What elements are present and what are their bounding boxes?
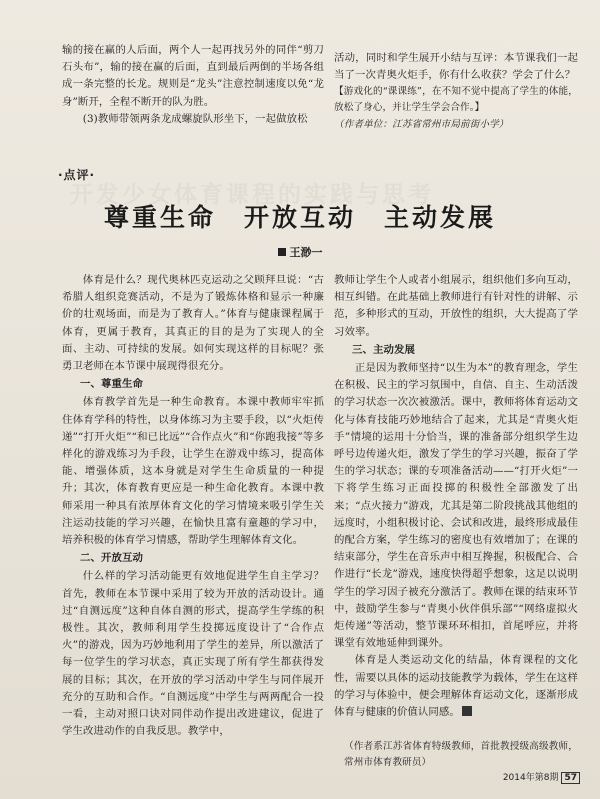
author-affiliation: （作者单位：江苏省常州市局前街小学） [334, 119, 509, 131]
body-paragraph: 教师让学生个人或者小组展示，组织他们多向互动，相互纠错。在此基础上教师进行有针对性的讲解、示范，多种形式的互动，开放性的组织，大大提高了学习效率。 [334, 274, 578, 338]
article-title: 尊重生命 开放互动 主动发展 [103, 203, 496, 232]
section-heading: 二、开放互动 [80, 552, 143, 565]
intro-paragraph: 体育是什么？现代奥林匹克运动之父顾拜旦说：“古希腊人组织竞赛活动，不是为了锻炼体格和显示一种廉价的壮观场面，而是为了教育人。”体育与健康课程属于体育，更属于教育，其真正的目的是为了实现人的全面、主动、可持续的发展。如何实现这样的目标呢？张勇卫老师在本节课中展现得很充分。 [62, 274, 324, 373]
square-bullet-icon [278, 248, 286, 256]
continued-article-left [62, 42, 324, 128]
continued-paragraph: 活动，同时和学生展开小结与互评：本节课我们一起当了一次青奥火炬手，你有什么收获？学会了什么？ [334, 52, 578, 82]
article-author [0, 244, 600, 260]
body-paragraph: 正是因为教师坚持“以生为本”的教育理念，学生在积极、民主的学习氛围中，自信、自主、生动活泼的学习状态一次次被激活。课中，教师将体育运动文化与体育技能巧妙地结合了起来，尤其是“青奥火炬手”情境的运用十分恰当，课的准备部分组织学生边呼号边传递火炬，激发了学生的学习兴趣，振奋了学生的学习状态；课的专项准备活动——“打开火炬”一下将学生练习正面投掷的积极性全部激发了出来；“点火接力”游戏，尤其是第二阶段挑战其他组的远度时，小组积极讨论、会试和改进，最终形成最佳的配合方案，学生练习的密度也有效增加了；在课的结束部分，学生在音乐声中相互搀握，积极配合、合作进行“长龙”游戏，速度快得超乎想象，这足以说明学生的学习因子被充分激活了。教师在课的结束环节中，鼓励学生参与“青奥小伙伴俱乐部”“网络虚拟火炬传递”等活动，整节课环环相扣，首尾呼应，并将课堂有效地延伸到课外。 [334, 362, 578, 650]
body-paragraph: 什么样的学习活动能更有效地促进学生自主学习？首先，教师在本节课中采用了较为开放的活动设计。通过“自测远度”这种自体自测的形式，提高学生学练的积极性。其次，教师利用学生投掷远度设计了“合作点火”的游戏，因为巧妙地利用了学生的差异，所以激活了每一位学生的学习状态，真正实现了所有学生都获得发展的目标；其次，在开放的学习活动中学生与同伴展开充分的互助和合作。“自测远度”中学生与两两配合一投一看，主动对照口诀对同伴动作提出改进建议，促进了学生改进动作的自我反思。教学中， [62, 570, 324, 738]
author-name: 王渺一 [289, 246, 323, 259]
page-number: 57 [561, 772, 580, 784]
body-paragraph: 体育是人类运动文化的结晶，体育课程的文化性，需要以具体的运动技能教学为载体，学生在这样的学习与体验中，便会理解体育运动文化，逐渐形成体育与健康的价值认同感。 [334, 654, 578, 719]
continued-article-right [334, 50, 578, 134]
page-footer [503, 770, 580, 784]
continued-paragraph: 输的接在赢的人后面，两个人一起再找另外的同伴“剪刀石头布”，输的接在赢的后面，直到最后两倒的半场各组成一条完整的长龙。规则是“龙头”注意控制速度以免“龙身”断开，全程不断开的队为胜。 [62, 44, 324, 108]
issue-label: 2014年第8期 [502, 773, 559, 783]
body-paragraph: 体育教学首先是一种生命教育。本课中教师牢牢抓住体育学科的特性，以身体练习为主要手段，以“火炬传递”“打开火炬”“和已比远”“合作点火”和“你跑我接”等多样化的游戏练习为手段，让学生在游戏中练习，提高体能、增强体质，这本身就是对学生生命质量的一种提升；其次，体育教育更应是一种生命化教育。本课中教师采用一种具有浓厚体育文化的学习情境来吸引学生关注运动技能的学习兴趣，在愉快且富有童趣的学习中，培养积极的体育学习情感，帮助学生理解体育文化。 [62, 396, 324, 547]
editor-note: 【游戏化的“课课练”，在不知不觉中提高了学生的体能，放松了身心，并让学生学会合作。】 [334, 86, 578, 114]
section-heading: 一、尊重生命 [80, 378, 143, 391]
bleed-through-title: 开发少女体育课程的实践与思考 [70, 182, 434, 208]
section-heading: 三、主动发展 [352, 343, 415, 356]
continued-paragraph: (3)教师带领两条龙成螺旋队形坐下，一起做放松 [82, 112, 308, 125]
end-mark-icon [462, 706, 472, 716]
section-tag: ·点评· [58, 168, 96, 182]
article-column-left [62, 272, 324, 740]
article-column-right [334, 272, 578, 771]
author-note: （作者系江苏省体育特级教师，首批教授级高级教师，常州市体育教研员） [344, 741, 578, 769]
